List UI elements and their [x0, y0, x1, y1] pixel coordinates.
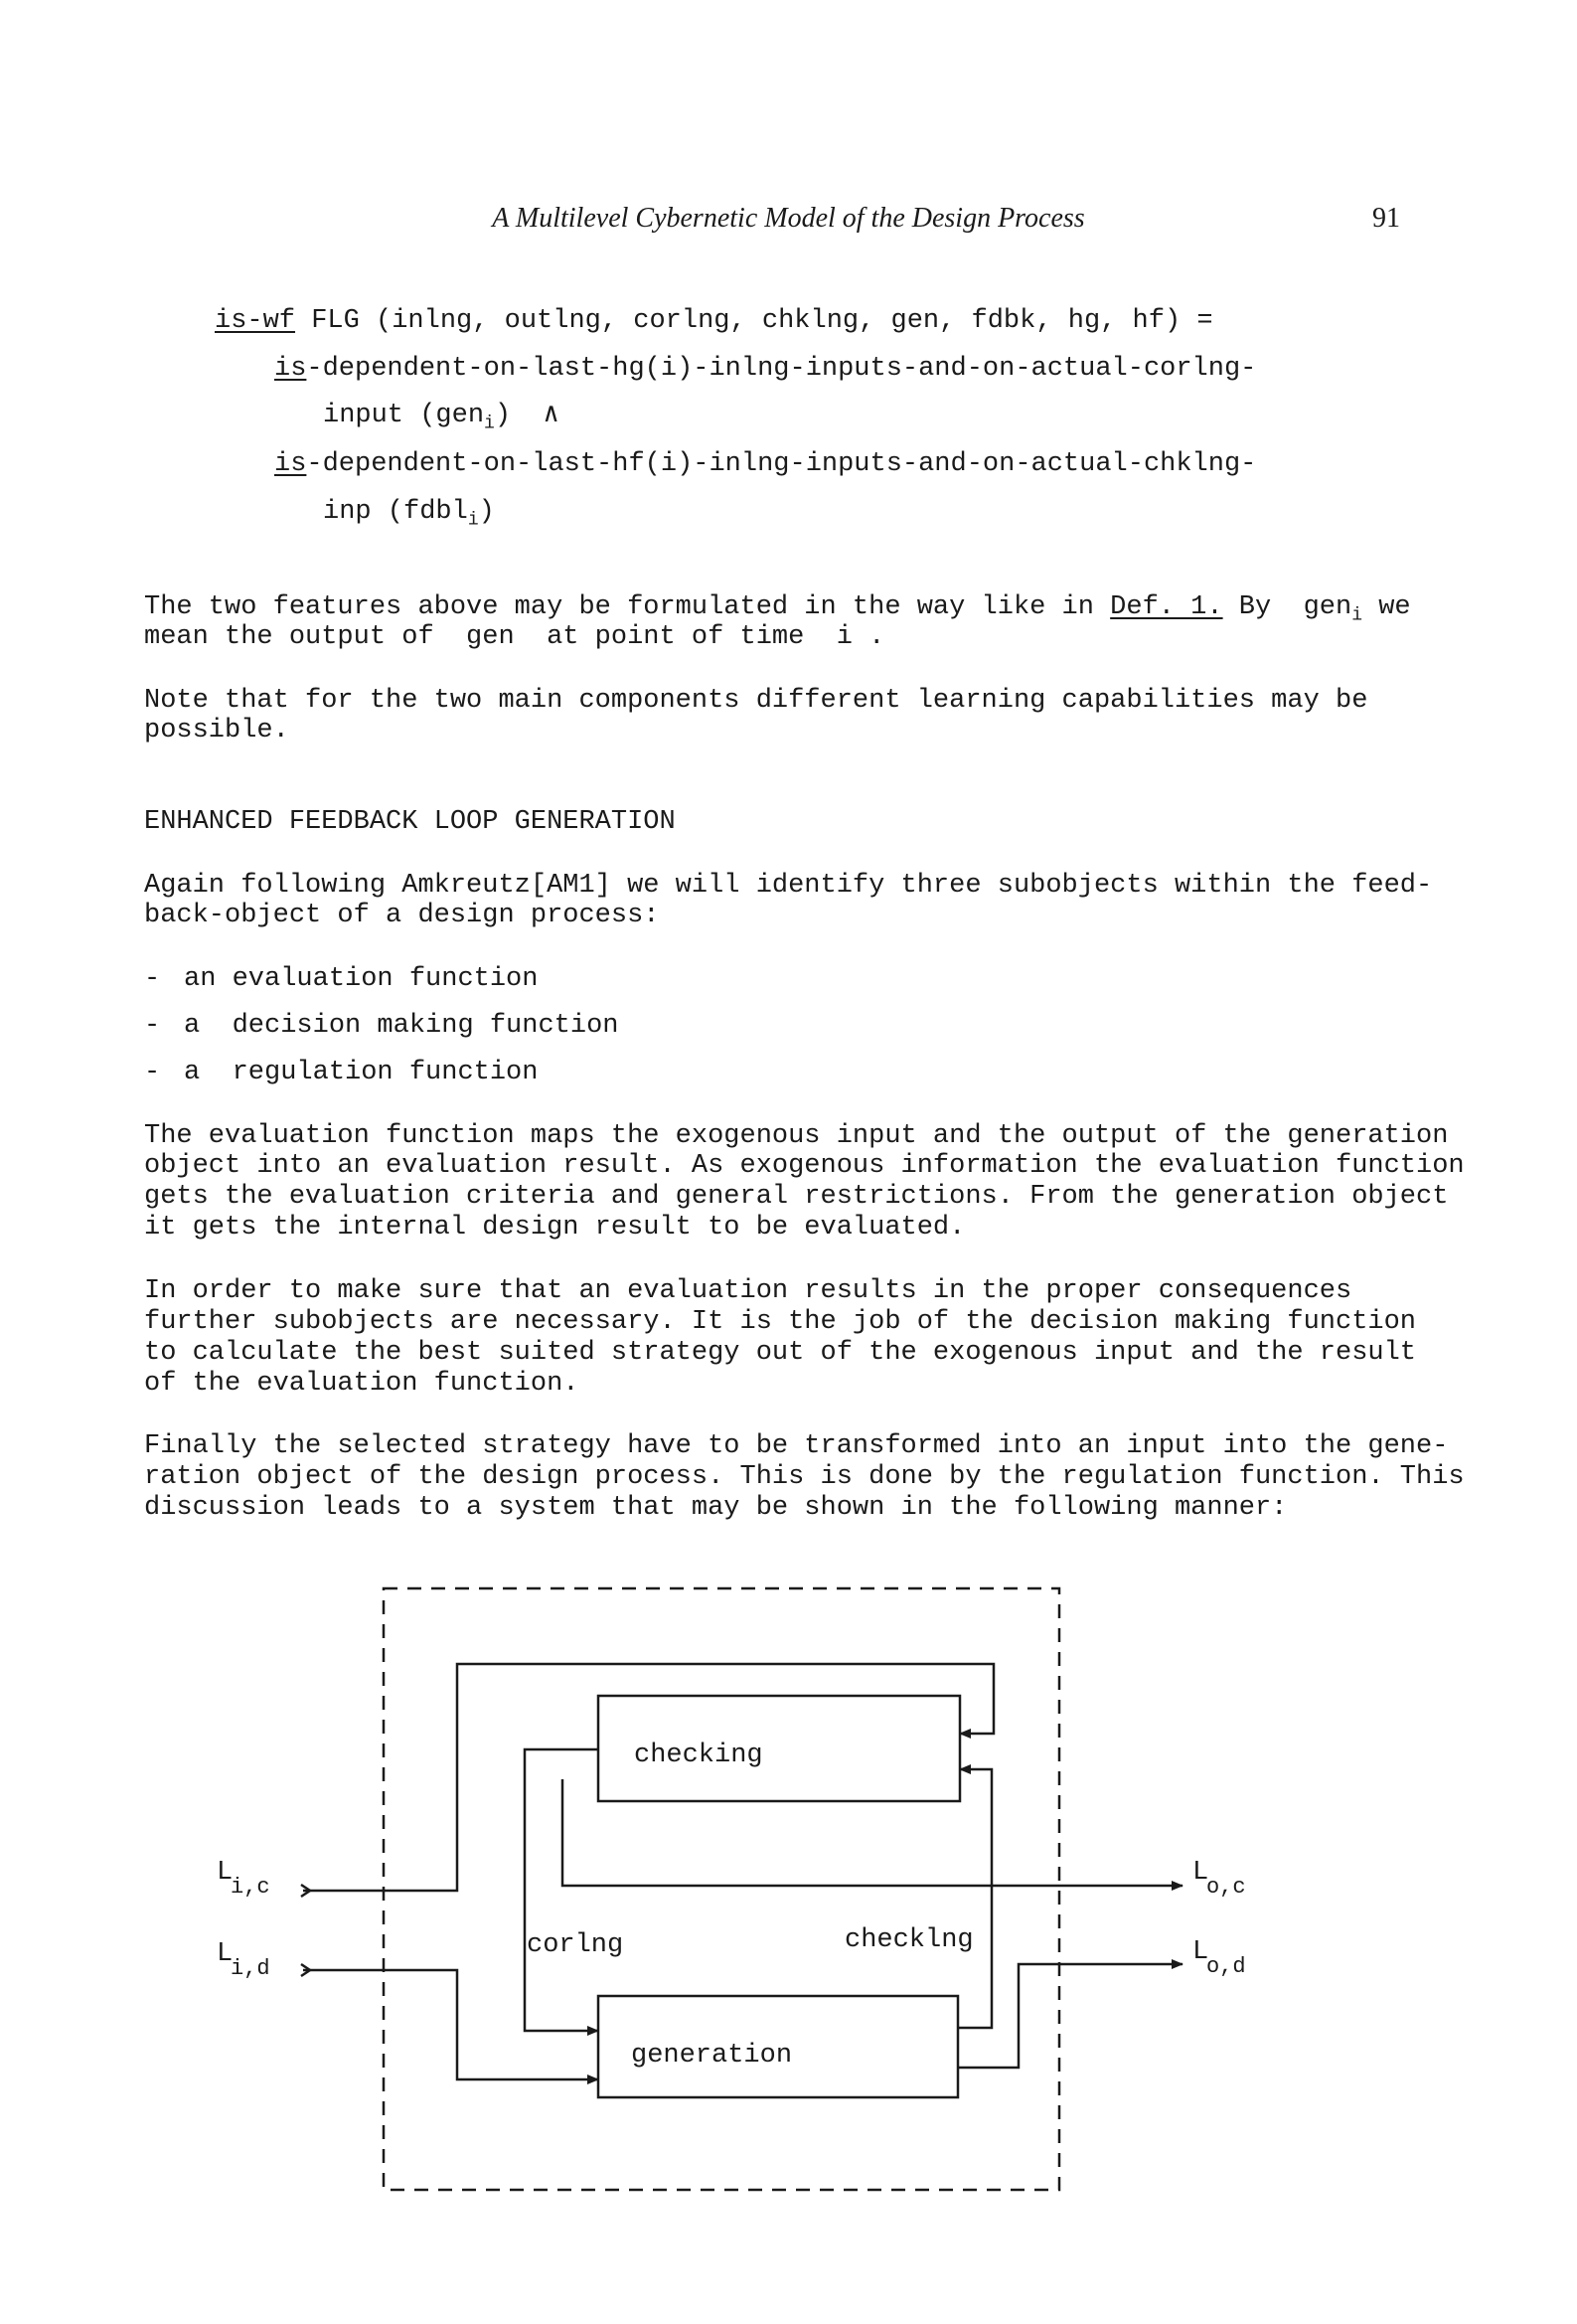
feedback-loop-diagram	[199, 1561, 1292, 2217]
paragraph-line: Note that for the two main components different learning capabilities may be	[144, 686, 1368, 716]
formula-line-1	[215, 306, 1213, 336]
paragraph-line: possible.	[144, 716, 289, 746]
dash: -	[144, 1058, 161, 1087]
formula-predicate: is-wf	[215, 306, 296, 336]
paragraph-line: Again following Amkreutz[AM1] we will identify three subobjects within the feed-	[144, 871, 1433, 901]
corlng-label: corlng	[527, 1930, 624, 1960]
dash: -	[144, 1011, 161, 1041]
output-od-subscript: o,d	[1206, 1954, 1246, 1979]
formula-predicate: is	[274, 354, 307, 384]
paragraph-line: Finally the selected strategy have to be transformed into an input into the gene-	[144, 1431, 1449, 1461]
list-item	[144, 1058, 539, 1087]
subscript: i	[1351, 605, 1363, 626]
formula-text: -dependent-on-last-hf(i)-inlng-inputs-and-on-actual-chklng-	[306, 449, 1257, 479]
formula-text: input (gen	[323, 401, 485, 430]
formula-line-5	[323, 497, 495, 535]
formula-predicate: is	[274, 449, 307, 479]
section-heading: ENHANCED FEEDBACK LOOP GENERATION	[144, 807, 676, 837]
formula-text: ) ∧	[494, 401, 559, 430]
paragraph-line: it gets the internal design result to be evaluated.	[144, 1213, 966, 1243]
paragraph-line: The evaluation function maps the exogenous input and the output of the generation	[144, 1121, 1449, 1151]
paragraph-line: ration object of the design process. This is done by the regulation function. This	[144, 1462, 1465, 1492]
input-id-path	[303, 1970, 598, 2079]
input-ic-path	[303, 1664, 994, 1891]
text-run: The two features above may be formulated in the way like in	[144, 592, 1111, 622]
formula-text: -dependent-on-last-hg(i)-inlng-inputs-and-on-actual-corlng-	[306, 354, 1257, 384]
paragraph-line: discussion leads to a system that may be shown in the following manner:	[144, 1493, 1288, 1523]
output-oc-label: L	[1192, 1858, 1209, 1888]
list-item-text: an evaluation function	[184, 964, 539, 994]
dash: -	[144, 964, 161, 994]
list-item-text: a regulation function	[184, 1058, 539, 1087]
input-ic-label: L	[217, 1858, 234, 1888]
output-od-label: L	[1192, 1937, 1209, 1967]
generation-label: generation	[631, 2041, 793, 2071]
chklng-label: checklng	[845, 1925, 974, 1955]
paragraph-line: gets the evaluation criteria and general restrictions. From the generation object	[144, 1182, 1449, 1212]
definition-reference: Def. 1.	[1110, 592, 1223, 622]
formula-line-3	[323, 401, 559, 438]
formula-line-4	[274, 449, 1256, 479]
paragraph-line: further subobjects are necessary. It is the job of the decision making function	[144, 1307, 1417, 1337]
chklng-path	[958, 1769, 992, 2028]
checking-label: checking	[634, 1741, 763, 1770]
page-number: 91	[1372, 203, 1400, 234]
output-oc-subscript: o,c	[1206, 1875, 1246, 1900]
paragraph-line: to calculate the best suited strategy out of the exogenous input and the result	[144, 1338, 1417, 1368]
text-run: By gen	[1222, 592, 1352, 622]
formula-text: )	[478, 497, 495, 527]
list-item	[144, 964, 539, 994]
formula-line-2	[274, 354, 1256, 384]
list-item-text: a decision making function	[184, 1011, 619, 1041]
paragraph-line: object into an evaluation result. As exogenous information the evaluation function	[144, 1151, 1465, 1181]
running-title: A Multilevel Cybernetic Model of the Design Process	[492, 203, 1085, 234]
input-id-label: L	[217, 1939, 234, 1969]
formula-text: FLG (inlng, outlng, corlng, chklng, gen, fdbk, hg, hf) =	[295, 306, 1213, 336]
output-oc-path	[562, 1779, 1183, 1886]
input-ic-subscript: i,c	[231, 1875, 270, 1900]
paragraph-line: mean the output of gen at point of time i .	[144, 622, 885, 652]
formula-subscript: i	[467, 510, 479, 531]
list-item	[144, 1011, 619, 1041]
system-boundary	[384, 1588, 1059, 2190]
formula-subscript: i	[484, 414, 495, 434]
paragraph-line: of the evaluation function.	[144, 1369, 579, 1399]
paragraph-line: In order to make sure that an evaluation results in the proper consequences	[144, 1276, 1352, 1306]
paragraph-line: back-object of a design process:	[144, 901, 660, 930]
formula-text: inp (fdbl	[323, 497, 468, 527]
input-id-subscript: i,d	[231, 1956, 270, 1981]
text-run: we	[1362, 592, 1411, 622]
